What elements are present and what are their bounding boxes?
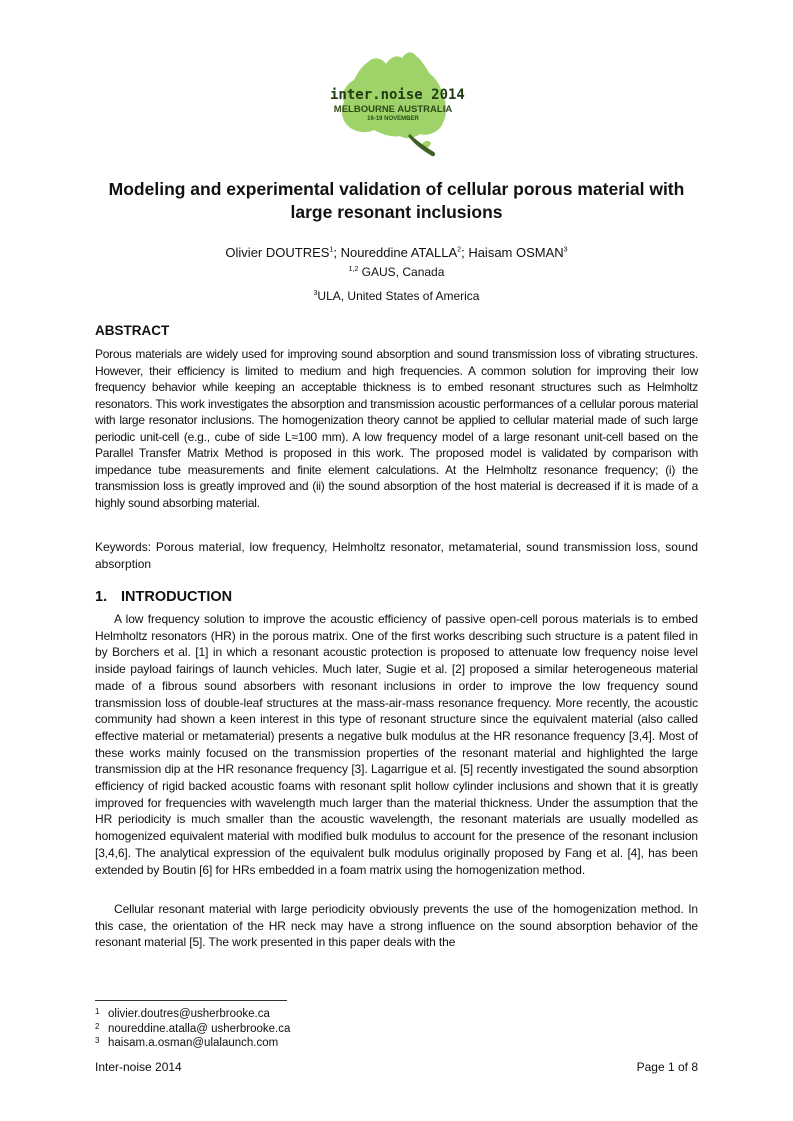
logo-title: inter.noise 2014 — [330, 87, 465, 103]
footnote-mark: 1 — [95, 1007, 100, 1016]
section-heading — [95, 589, 232, 605]
footer-page-number: Page 1 of 8 — [636, 1060, 698, 1074]
author-name: Noureddine ATALLA — [340, 245, 458, 260]
body-paragraph: Cellular resonant material with large periodicity obviously prevents the use of the homogenization method. In this case, the orientation of the HR neck may have a strong influence on the sound absorption behavior of the resonant material [5]. The work presented in this paper deals with the — [95, 902, 698, 950]
abstract-heading: ABSTRACT — [95, 323, 170, 338]
footer-conference: Inter-noise 2014 — [95, 1060, 182, 1074]
affiliation — [95, 265, 698, 279]
affiliation-text: GAUS, Canada — [358, 265, 445, 279]
author-list — [95, 245, 698, 260]
section-number: 1. — [95, 589, 108, 605]
footnote-email-link[interactable]: noureddine.atalla@ usherbrooke.ca — [108, 1022, 291, 1035]
footnote-mark: 3 — [95, 1036, 100, 1045]
affiliation — [95, 289, 698, 303]
abstract-text: Porous materials are widely used for improving sound absorption and sound transmission loss of vibrating structures. However, their efficiency is limited to medium and high frequencies. A common solution for improving their low frequency behavior while keeping an acceptable thickness is to embed resonant structures such as Helmholtz resonators. This work investigates the absorption and transmission acoustic performances of a cellular porous material with large resonator inclusions. The homogenization theory cannot be applied to cellular material made of such large periodic unit-cell (e.g., cube of side L≈100 mm). A low frequency model of a large resonant unit-cell based on the Parallel Transfer Matrix Method is proposed in this work. The proposed model is validated by comparison with impedance tube measurements and finite element calculations. At the Helmholtz resonance frequency; (i) the transmission loss is greatly improved and (ii) the sound absorption of the host material is decreased if it is made of a highly sound absorbing material. — [95, 347, 698, 510]
footnote-email-link[interactable]: haisam.a.osman@ulalaunch.com — [108, 1037, 279, 1049]
affiliation-mark: 1,2 — [348, 266, 359, 273]
affiliation-mark: 3 — [313, 290, 318, 297]
logo-location: MELBOURNE AUSTRALIA — [333, 104, 453, 115]
paper-title: Modeling and experimental validation of cellular porous material with large resonant inclusions — [108, 179, 685, 222]
conference-logo — [330, 48, 465, 168]
affiliation-text: ULA, United States of America — [317, 289, 480, 303]
footnote-item — [95, 1022, 290, 1037]
section-title: INTRODUCTION — [121, 589, 233, 605]
author-mark: 1 — [329, 246, 334, 254]
footnote-item — [95, 1036, 290, 1051]
footnote-mark: 2 — [95, 1021, 100, 1031]
author-sep: ; — [461, 245, 469, 260]
footnote-email-link[interactable]: olivier.doutres@usherbrooke.ca — [108, 1008, 270, 1020]
author-mark: 2 — [457, 246, 462, 254]
author-name: Olivier DOUTRES — [225, 245, 330, 260]
keywords: Keywords: Porous material, low frequency, Helmholtz resonator, metamaterial, sound transmission loss, sound absorption — [95, 540, 698, 571]
author-mark: 3 — [563, 246, 568, 254]
footnote-item — [95, 1007, 290, 1022]
body-paragraph: A low frequency solution to improve the acoustic efficiency of passive open-cell porous materials is to embed Helmholtz resonators (HR) in the porous matrix. One of the first works describing such structure is a patent filed in by Borchers et al. [1] in which a resonant acoustic protection is proposed to attenuate low frequency noise level inside payload fairings of launch vehicles. Much later, Sugie et al. [2] proposed a similar heterogeneous material made of a fibrous sound absorbers with resonant inclusions in order to improve the low frequency sound transmission loss of double-leaf structures at the mass-air-mass resonance frequency. More recently, the acoustic community had shown a keen interest in this type of resonant structure since the equivalent material (also called effective material or metamaterial) presents a negative bulk modulus at the HR resonance frequency [3,4]. Most of these works mainly focused on the transmission properties of the resonant material and highlighted the large transmission dip at the HR resonance frequency [3]. Lagarrigue et al. [5] recently investigated the sound absorption efficiency of rigid backed acoustic foams with resonant split hollow cylinder inclusions and shown that it is greatly improved for frequencies with wavelength much larger than the material thickness. Under the assumption that the HR periodicity is much smaller than the acoustic wavelength, the resonant materials are usually modelled as homogenized equivalent material with modified bulk modulus to account for the presence of the resonant inclusion [3,4,6]. The analytical expression of the equivalent bulk modulus originally proposed by Fang et al. [4], has been extended by Boutin [6] for HRs embedded in a foam matrix using the homogenization method. — [95, 612, 698, 877]
logo-dates: 16-19 NOVEMBER — [367, 116, 419, 122]
footnote-divider — [95, 1000, 287, 1001]
footnote-list — [95, 1007, 290, 1051]
author-sep: ; — [333, 245, 341, 260]
author-name: Haisam OSMAN — [468, 245, 564, 260]
